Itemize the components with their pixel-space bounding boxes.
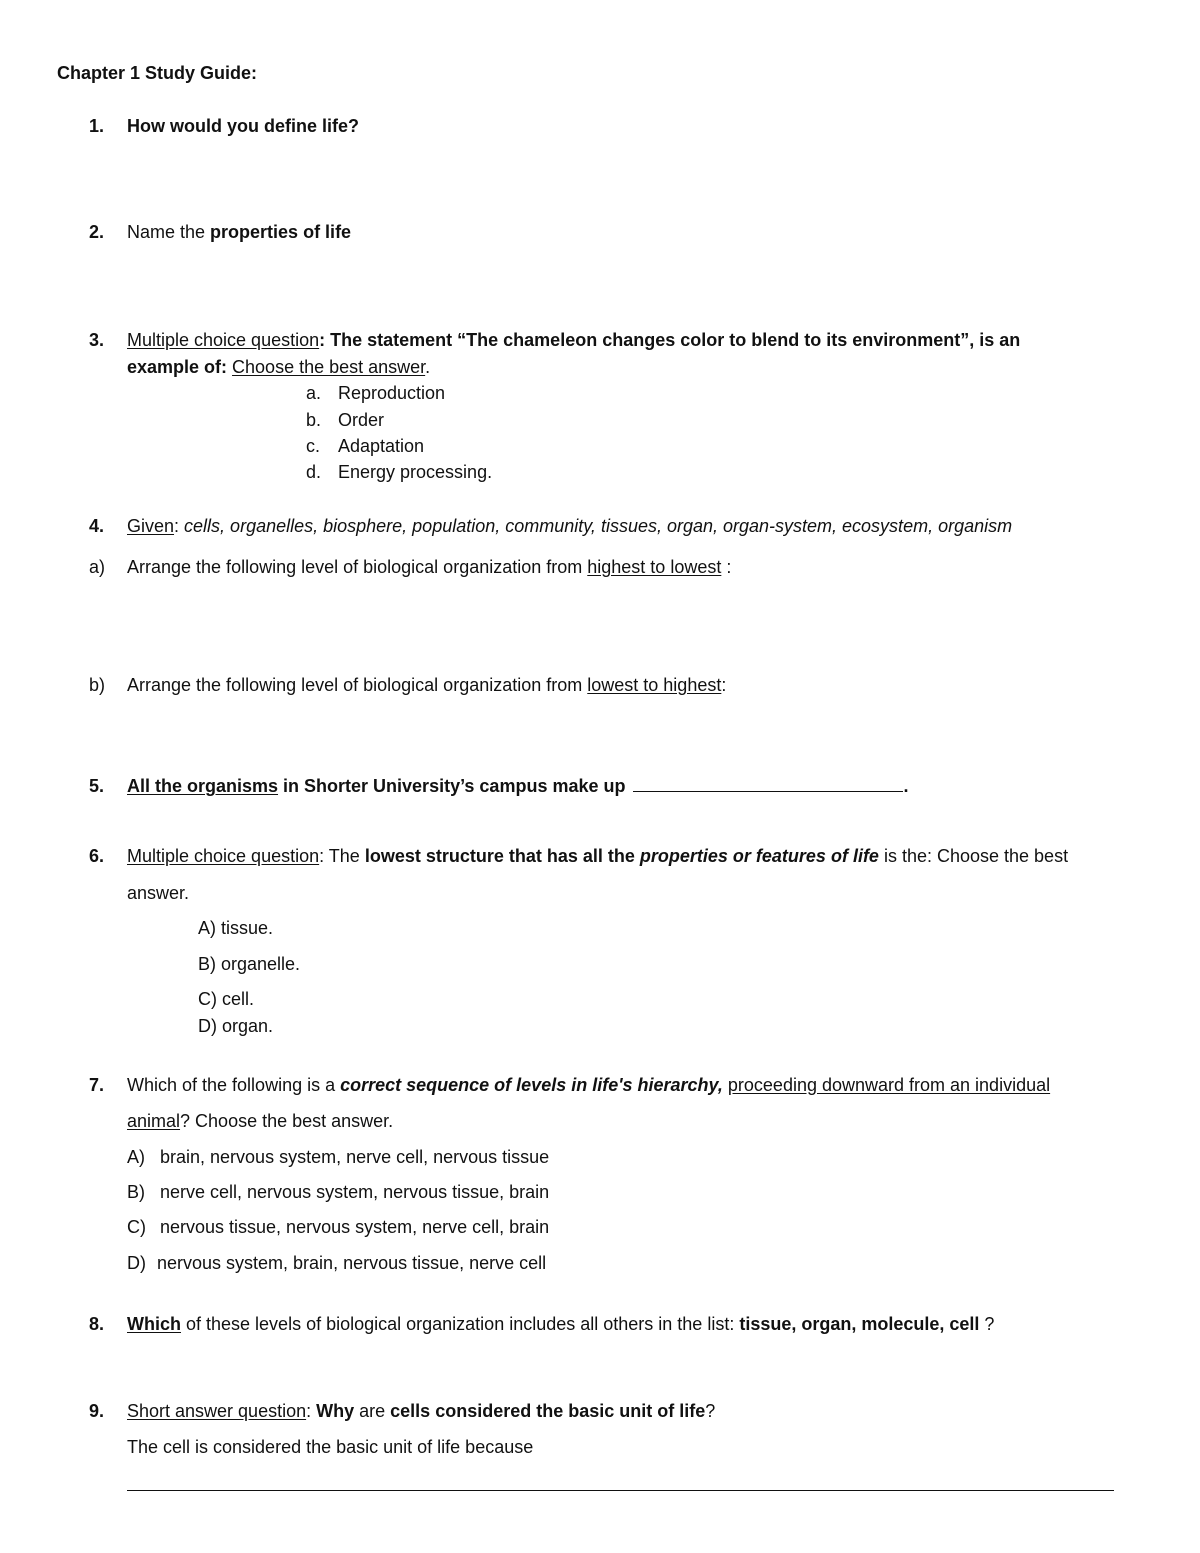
q6-colon: : The <box>319 846 365 866</box>
q5-number: 5. <box>89 776 105 796</box>
q9-mid: are <box>354 1401 391 1421</box>
q7-bold-italic: correct sequence of levels in life's hierarchy, <box>340 1075 723 1095</box>
q7-post: ? Choose the best answer. <box>180 1111 394 1131</box>
q4a-underlined: highest to lowest <box>587 557 722 577</box>
q9-colon: : <box>306 1401 317 1421</box>
q3-instruction-end: . <box>425 357 431 377</box>
q7-option-text: brain, nervous system, nerve cell, nervous tissue <box>160 1147 550 1167</box>
q6-option: A) tissue. <box>198 918 274 938</box>
q5-text <box>127 775 909 797</box>
q4-given-colon: : <box>174 516 185 536</box>
q5-end: . <box>903 776 909 796</box>
q3-stem2: example of: <box>127 357 233 377</box>
q7-stem-line2 <box>127 1110 393 1132</box>
q8-text <box>127 1313 994 1335</box>
q3-number: 3. <box>89 330 105 350</box>
q6-option: B) organelle. <box>198 954 301 974</box>
q7-option-letter: B) <box>127 1182 145 1202</box>
q8-bold: tissue, organ, molecule, cell <box>739 1314 980 1334</box>
q4a-text <box>127 556 731 578</box>
q9-end: ? <box>705 1401 716 1421</box>
q4b-underlined: lowest to highest <box>587 675 722 695</box>
q3-colon: : <box>319 330 331 350</box>
q8-underlined: Which <box>127 1314 181 1334</box>
q4b-text <box>127 674 726 696</box>
q2-pre: Name the <box>127 222 211 242</box>
q3-option-letter: b. <box>306 410 322 430</box>
q6-stem-line2: answer. <box>127 883 190 903</box>
q4b-pre: Arrange the following level of biological organization from <box>127 675 588 695</box>
q8-mid: of these levels of biological organization includes all others in the list: <box>181 1314 740 1334</box>
q7-option-letter: A) <box>127 1147 145 1167</box>
q2-text <box>127 221 351 243</box>
q7-underlined: proceeding downward from an individual <box>727 1075 1051 1095</box>
q9-bold-2: cells considered the basic unit of life <box>390 1401 706 1421</box>
q7-stem <box>127 1074 1050 1096</box>
q6-stem <box>127 845 1068 867</box>
q3-label: Multiple choice question <box>127 330 320 350</box>
q1-text: How would you define life? <box>127 116 359 136</box>
q2-bold: properties of life <box>210 222 352 242</box>
q3-instruction: Choose the best answer <box>232 357 426 377</box>
q4-given <box>127 515 1012 537</box>
q9-label: Short answer question <box>127 1401 307 1421</box>
q3-option-letter: a. <box>306 383 322 403</box>
q3-option-letter: d. <box>306 462 322 482</box>
q3-option-text: Order <box>338 410 385 430</box>
q6-post: is the: Choose the best <box>878 846 1069 866</box>
q5-rest: in Shorter University’s campus make up <box>278 776 626 796</box>
q8-number: 8. <box>89 1314 105 1334</box>
q6-bold: lowest structure that has all the <box>364 846 640 866</box>
q4-number: 4. <box>89 516 105 536</box>
q3-stem-line1 <box>127 329 1020 351</box>
q6-option: D) organ. <box>198 1016 274 1036</box>
q9-answer-line[interactable] <box>127 1490 1114 1491</box>
q3-option-text: Reproduction <box>338 383 446 403</box>
q4a-pre: Arrange the following level of biological organization from <box>127 557 588 577</box>
q4a-letter: a) <box>89 557 106 577</box>
q7-option-letter: C) <box>127 1217 146 1237</box>
q7-option-letter: D) <box>127 1253 146 1273</box>
q3-option-text: Adaptation <box>338 436 425 456</box>
page-title: Chapter 1 Study Guide: <box>57 63 258 83</box>
q9-stem <box>127 1400 715 1422</box>
q4-given-list: cells, organelles, biosphere, population, community, tissues, organ, organ-system, ecosystem, organism <box>184 516 1013 536</box>
q7-option-text: nervous tissue, nervous system, nerve cell, brain <box>160 1217 550 1237</box>
q4a-post: : <box>721 557 732 577</box>
q6-option: C) cell. <box>198 989 255 1009</box>
q6-label: Multiple choice question <box>127 846 320 866</box>
q4b-letter: b) <box>89 675 106 695</box>
q3-option-text: Energy processing. <box>338 462 493 482</box>
q9-answer-prompt: The cell is considered the basic unit of life because <box>127 1437 534 1457</box>
q2-number: 2. <box>89 222 105 242</box>
q3-stem: The statement “The chameleon changes color to blend to its environment”, is an <box>330 330 1021 350</box>
q4-given-label: Given <box>127 516 175 536</box>
q7-option-text: nerve cell, nervous system, nervous tissue, brain <box>160 1182 550 1202</box>
q3-stem-line2 <box>127 356 430 378</box>
q7-pre: Which of the following is a <box>127 1075 341 1095</box>
q5-answer-blank[interactable] <box>633 777 903 792</box>
q6-number: 6. <box>89 846 105 866</box>
q6-bold-italic: properties or features of life <box>639 846 879 866</box>
q9-bold: Why <box>316 1401 355 1421</box>
q4b-post: : <box>721 675 727 695</box>
q7-option-text: nervous system, brain, nervous tissue, nerve cell <box>157 1253 547 1273</box>
q1-number: 1. <box>89 116 105 136</box>
q5-underlined: All the organisms <box>127 776 279 796</box>
q7-number: 7. <box>89 1075 105 1095</box>
q7-underlined-2: animal <box>127 1111 181 1131</box>
q3-option-letter: c. <box>306 436 321 456</box>
q8-end: ? <box>979 1314 995 1334</box>
q9-number: 9. <box>89 1401 105 1421</box>
